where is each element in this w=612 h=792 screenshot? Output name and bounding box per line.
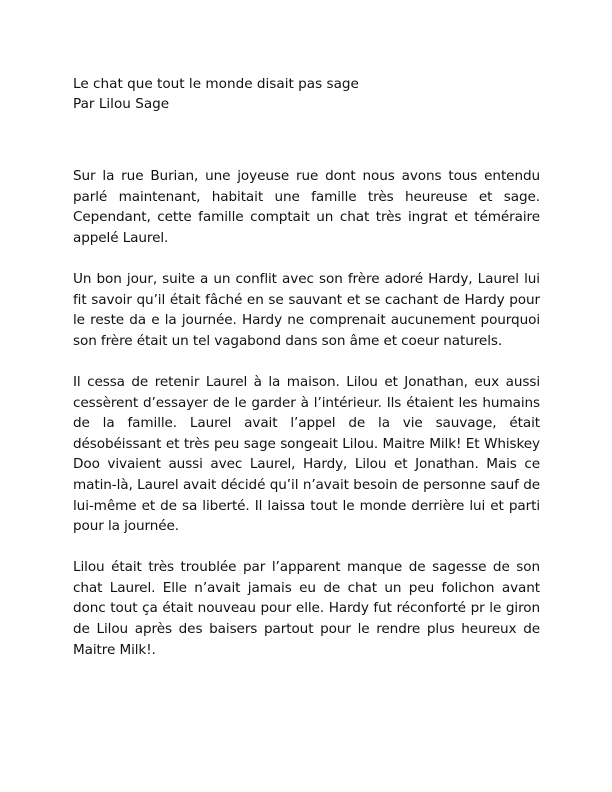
paragraph: Lilou était très troublée par l’apparent manque de sagesse de son chat Laurel. Elle n’avait jamais eu de chat un peu folichon avant donc tout ça était nouveau pour elle. Hardy fut réconforté pr le giron de Lilou après des baisers partout pour le rendre plus heureux de Maitre Milk!. [73, 559, 540, 658]
paragraph: Sur la rue Burian, une joyeuse rue dont nous avons tous entendu parlé maintenant, habitait une famille très heureuse et sage. Cependant, cette famille comptait un chat très ingrat et téméraire appelé Laurel. [73, 168, 540, 246]
document-page [73, 74, 540, 681]
document-title: Le chat que tout le monde disait pas sage [73, 76, 359, 92]
paragraph: Il cessa de retenir Laurel à la maison. Lilou et Jonathan, eux aussi cessèrent d’essayer de le garder à l’intérieur. Ils étaient les humains de la famille. Laurel avait l’appel de la vie sauvage, était désobéissant et très peu sage songeait Lilou. Maitre Milk! Et Whiskey Doo vivaient aussi avec Laurel, Hardy, Lilou et Jonathan. Mais ce matin-là, Laurel avait décidé qu’il n’avait besoin de personne sauf de lui-même et de sa liberté. Il laissa tout le monde derrière lui et parti pour la journée. [73, 373, 540, 535]
document-body [73, 166, 540, 660]
document-byline: Par Lilou Sage [73, 96, 170, 112]
paragraph: Un bon jour, suite a un conflit avec son frère adoré Hardy, Laurel lui fit savoir qu’il était fâché en se sauvant et se cachant de Hardy pour le reste da e la journée. Hardy ne comprenait aucunement pourquoi son frère était un tel vagabond dans son âme et coeur naturels. [73, 270, 540, 349]
